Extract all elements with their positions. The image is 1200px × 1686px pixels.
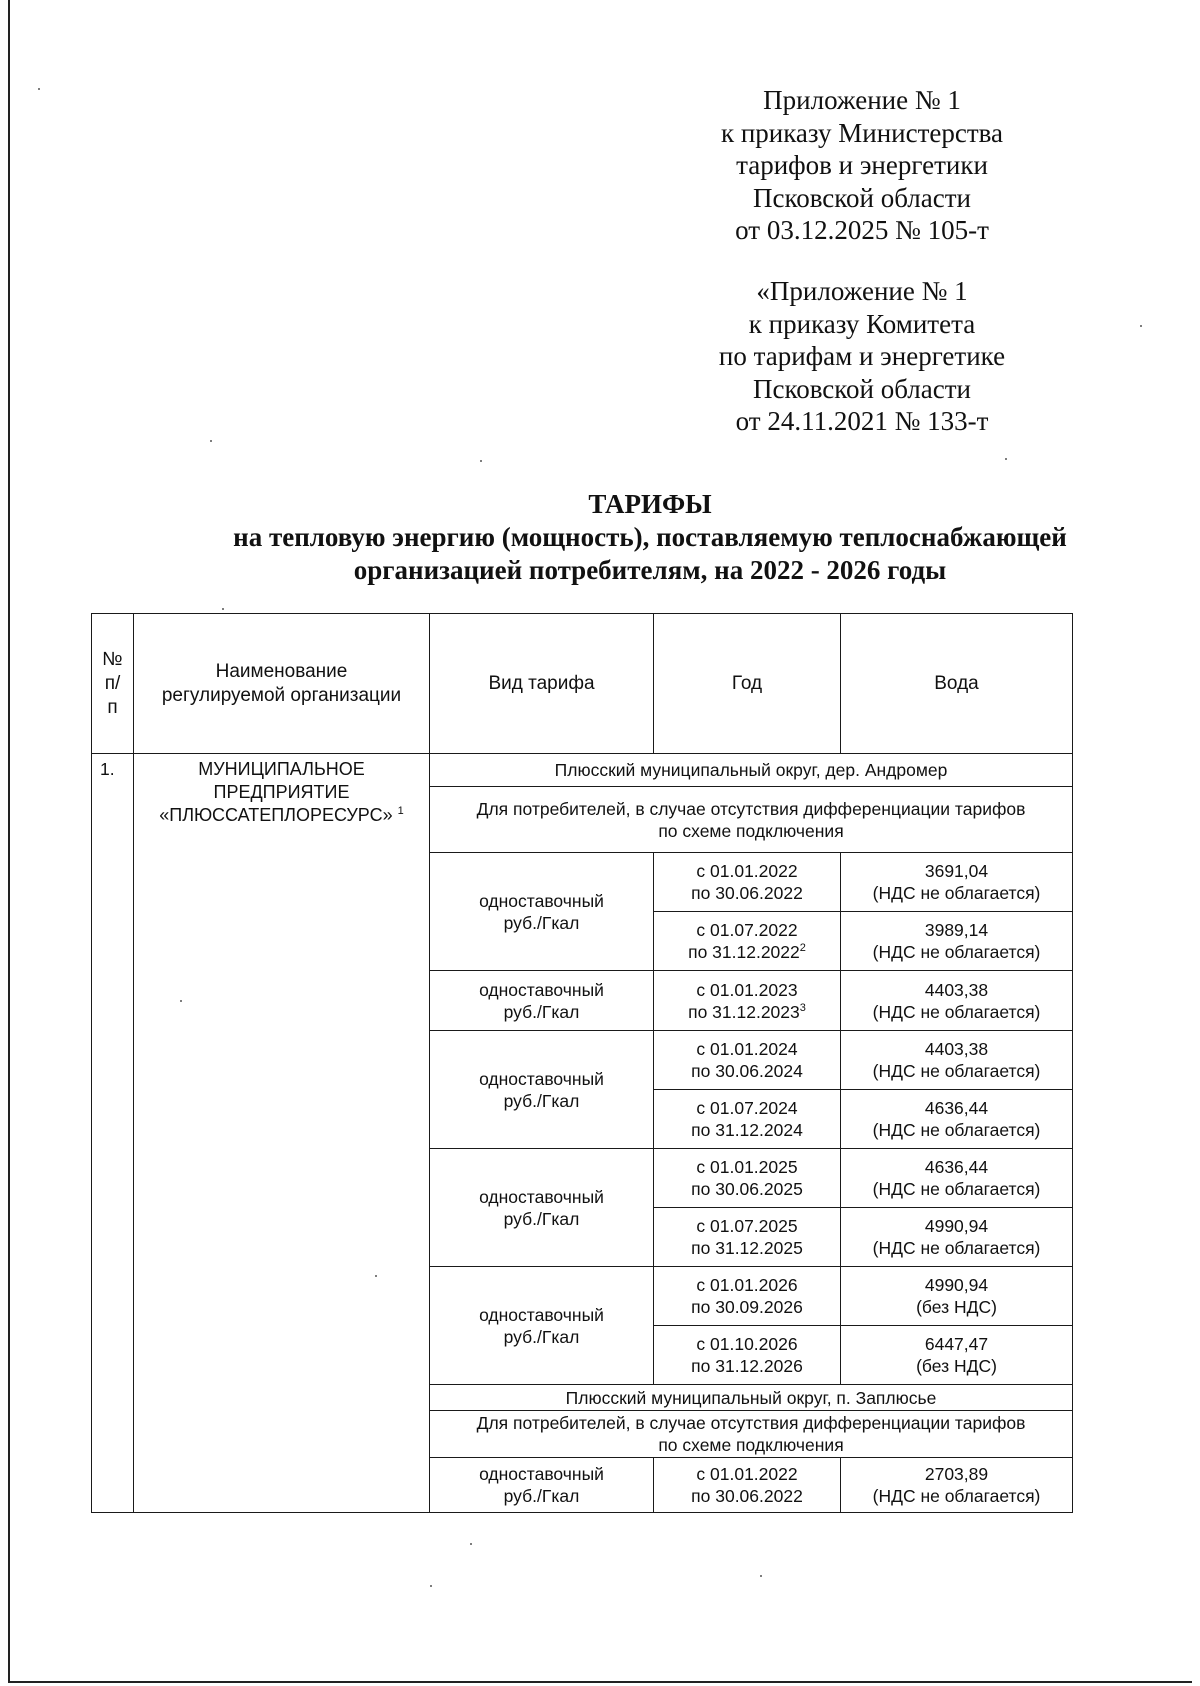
period-footnote: 2 [799,942,806,955]
tariff-type-line: руб./Гкал [503,1486,580,1506]
tariff-vat-note: (НДС не облагается) [872,1486,1041,1506]
appendix-original-line: «Приложение № 1 [756,276,968,306]
period [654,912,841,971]
org-name [134,754,430,1513]
tariff-type [430,1031,654,1149]
tariff-type-line: одноставочный [479,890,604,911]
title-heading: ТАРИФЫ [588,489,712,519]
period-from: с 01.07.2022 [696,920,798,940]
tariff-value-number: 3691,04 [924,861,989,881]
appendix-current-line: Псковской области [752,182,971,213]
tariff-value [841,1458,1073,1513]
tariff-type-line: руб./Гкал [503,1090,580,1111]
scan-speck [222,608,224,610]
tariff-vat-note: (НДС не облагается) [872,1120,1041,1140]
period-to: по 30.06.2024 [691,1061,803,1081]
period [654,1149,841,1208]
appendix-current-line: от 03.12.2025 № 105-т [735,215,989,245]
period-from: с 01.01.2024 [696,1039,798,1059]
table-row [92,754,1073,787]
scan-speck [1140,325,1142,327]
period-to-text: по 31.12.2023 [688,1001,800,1022]
tariff-type-line: руб./Гкал [503,912,580,933]
header-org-line: регулируемой организации [161,684,402,706]
tariff-type-line: одноставочный [479,1186,604,1207]
tariff-vat-note: (НДС не облагается) [872,1001,1041,1022]
period-from: с 01.07.2025 [696,1216,798,1236]
tariff-type-line: одноставочный [479,1304,604,1325]
period [654,1031,841,1090]
tariff-type-line: одноставочный [479,979,604,1000]
scan-speck [760,1575,762,1577]
period-to: по 30.06.2022 [691,1486,803,1506]
header-org [134,614,430,754]
tariff-type-line: одноставочный [479,1068,604,1089]
org-name-line [138,804,425,827]
appendix-original-line: к приказу Комитета [748,308,976,339]
period-from: с 01.01.2022 [696,1464,798,1484]
tariff-value-number: 4403,38 [924,979,989,1000]
scan-speck [480,460,482,462]
tariff-type [430,971,654,1031]
tariff-type-line: руб./Гкал [503,1208,580,1229]
period [654,1267,841,1326]
tariff-value [841,971,1073,1031]
period [654,1458,841,1513]
tariff-vat-note: (НДС не облагается) [872,883,1041,903]
appendix-original-line: по тарифам и энергетике [718,341,1006,371]
row-number: 1. [92,754,134,1513]
tariff-value [841,853,1073,912]
period-from: с 01.01.2022 [696,861,798,881]
appendix-original-line: от 24.11.2021 № 133-т [735,406,989,436]
tariff-value [841,1326,1073,1385]
period-to: по 30.06.2022 [691,883,803,903]
tariff-type [430,1458,654,1513]
period-from: с 01.01.2025 [696,1157,798,1177]
tariff-vat-note: (без НДС) [916,1356,997,1376]
scan-speck [210,440,212,442]
period-to: по 31.12.2024 [691,1120,803,1140]
location-name: Плюсский муниципальный округ, дер. Андромер [430,754,1073,787]
org-name-line: ПРЕДПРИЯТИЕ [213,782,350,802]
appendix-current [712,84,1012,247]
tariff-vat-note: (НДС не облагается) [872,1179,1041,1199]
period-to: по 31.12.2025 [691,1238,803,1258]
appendix-current-line: тарифов и энергетики [736,150,988,180]
org-footnote: 1 [397,805,404,817]
consumers-note-line: Для потребителей, в случае отсутствия дифференциации тарифов [476,1413,1026,1433]
consumers-note [430,787,1073,853]
tariff-value [841,1267,1073,1326]
appendix-original-line: Псковской области [752,373,971,404]
tariff-value [841,1208,1073,1267]
scan-speck [470,1543,472,1545]
tariff-value [841,1090,1073,1149]
tariff-value [841,1149,1073,1208]
header-year: Год [654,614,841,754]
tariff-value-number: 4636,44 [924,1157,989,1177]
period [654,1208,841,1267]
tariff-type [430,853,654,971]
tariff-value-number: 3989,14 [924,920,989,940]
header-num [92,614,134,754]
tariff-type-line: одноставочный [479,1464,604,1484]
period [654,971,841,1031]
scan-speck [1005,458,1007,460]
header-water: Вода [841,614,1073,754]
tariff-type [430,1267,654,1385]
tariff-table [91,613,1073,1513]
period-to [658,1001,836,1023]
header-num-line: № [102,648,123,670]
tariff-value-number: 4636,44 [924,1098,989,1118]
period-from: с 01.07.2024 [696,1098,798,1118]
tariff-type-line: руб./Гкал [503,1326,580,1347]
title-line-1: на тепловую энергию (мощность), поставляемую теплоснабжающей [233,522,1067,552]
consumers-note-line: по схеме подключения [658,1435,844,1455]
tariff-value-number: 6447,47 [924,1334,989,1354]
scan-speck [38,88,40,90]
period [654,1326,841,1385]
header-org-line: Наименование [215,660,348,682]
tariff-value-number: 4990,94 [924,1216,989,1236]
tariff-value-number: 4403,38 [924,1039,989,1059]
tariff-value-number: 2703,89 [924,1464,989,1484]
consumers-note-line: по схеме подключения [658,820,844,841]
header-num-line: п/ [104,672,121,694]
period [654,1090,841,1149]
org-name-line: МУНИЦИПАЛЬНОЕ [198,759,365,779]
period-to: по 30.09.2026 [691,1297,803,1317]
tariff-vat-note: (НДС не облагается) [872,1061,1041,1081]
tariff-value-number: 4990,94 [924,1275,989,1295]
appendix-current-line: к приказу Министерства [720,117,1004,148]
tariff-vat-note: (без НДС) [916,1297,997,1317]
period-from: с 01.01.2026 [696,1275,798,1295]
tariff-vat-note: (НДС не облагается) [872,1238,1041,1258]
tariff-type-line: руб./Гкал [503,1001,580,1022]
period-to: по 31.12.2026 [691,1356,803,1376]
document-title [120,488,1180,587]
title-line-2: организацией потребителям, на 2022 - 2026 годы [353,555,947,585]
consumers-note-line: Для потребителей, в случае отсутствия дифференциации тарифов [476,798,1026,819]
location-name: Плюсский муниципальный округ, п. Заплюсье [430,1385,1073,1411]
appendix-original [712,275,1012,438]
period-from: с 01.01.2023 [696,979,798,1000]
scan-speck [430,1585,432,1587]
org-name-text: «ПЛЮССАТЕПЛОРЕСУРС» [159,805,393,825]
consumers-note [430,1411,1073,1458]
period-to-text: по 31.12.2022 [688,942,800,962]
tariff-value [841,912,1073,971]
tariff-vat-note: (НДС не облагается) [872,942,1041,962]
tariff-value [841,1031,1073,1090]
period-from: с 01.10.2026 [696,1334,798,1354]
appendix-current-line: Приложение № 1 [763,85,961,115]
period-footnote: 3 [799,1001,806,1014]
period-to: по 30.06.2025 [691,1179,803,1199]
tariff-type [430,1149,654,1267]
header-num-line: п [107,696,118,718]
header-tariff-type: Вид тарифа [430,614,654,754]
period-to [658,941,836,963]
table-header-row [92,614,1073,754]
period [654,853,841,912]
